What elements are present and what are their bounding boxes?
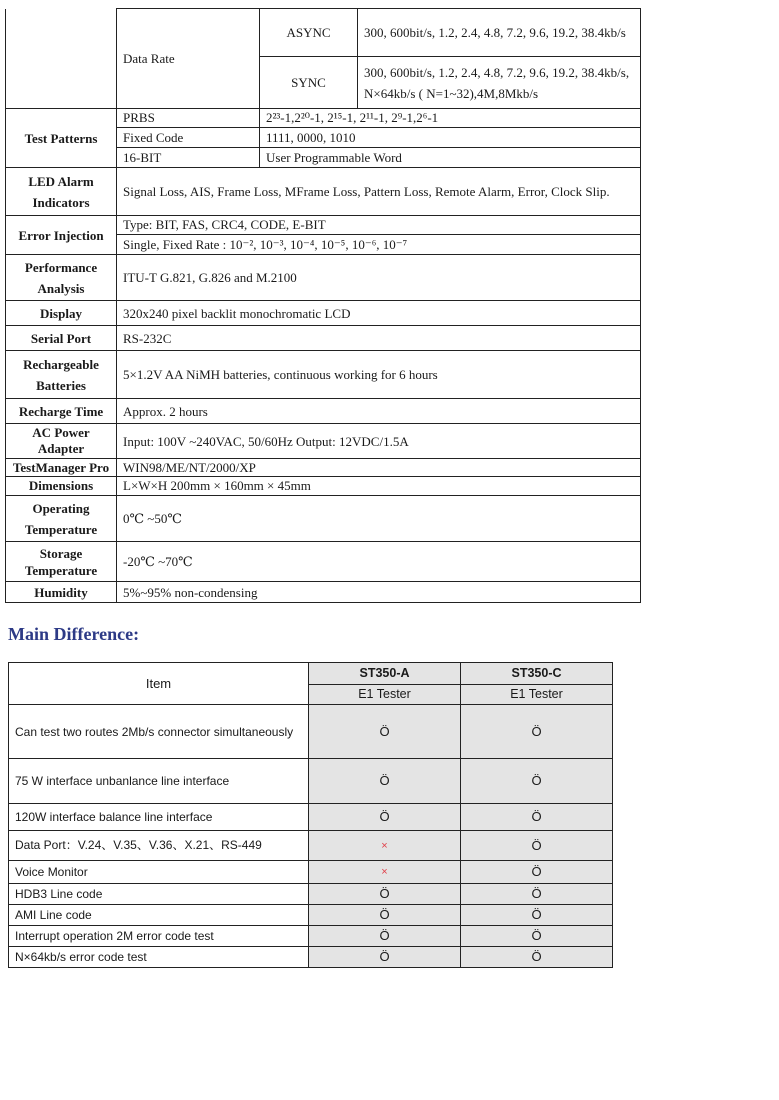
operating-temp-value: 0℃ ~50℃ <box>117 496 641 542</box>
table-row-item: Data Port：V.24、V.35、V.36、X.21、RS-449 <box>9 831 309 861</box>
async-value: 300, 600bit/s, 1.2, 2.4, 4.8, 7.2, 9.6, 19.2, 38.4kb/s <box>358 9 641 57</box>
col-a-type: E1 Tester <box>309 685 461 705</box>
table-row-item: Voice Monitor <box>9 861 309 884</box>
prbs-label: PRBS <box>117 109 260 128</box>
check-mark-icon: Ö <box>531 864 542 879</box>
bit16-value: User Programmable Word <box>260 148 641 168</box>
check-mark-icon: Ö <box>531 928 542 943</box>
check-mark-icon: Ö <box>531 723 542 739</box>
ac-adapter-value: Input: 100V ~240VAC, 50/60Hz Output: 12VDC/1.5A <box>117 424 641 459</box>
test-patterns-label: Test Patterns <box>6 109 117 168</box>
item-header: Item <box>9 663 309 705</box>
async-label: ASYNC <box>260 9 358 57</box>
testmanager-label: TestManager Pro <box>6 459 117 477</box>
display-label: Display <box>6 301 117 326</box>
storage-temp-value: -20℃ ~70℃ <box>117 542 641 582</box>
check-mark-icon: Ö <box>379 723 390 739</box>
performance-analysis-label: Performance Analysis <box>6 255 117 301</box>
col-c-type: E1 Tester <box>461 685 613 705</box>
check-mark-icon: Ö <box>379 928 390 943</box>
humidity-value: 5%~95% non-condensing <box>117 582 641 603</box>
display-value: 320x240 pixel backlit monochromatic LCD <box>117 301 641 326</box>
bit16-label: 16-BIT <box>117 148 260 168</box>
check-mark-icon: Ö <box>531 837 542 853</box>
serial-port-value: RS-232C <box>117 326 641 351</box>
testmanager-value: WIN98/ME/NT/2000/XP <box>117 459 641 477</box>
led-alarm-label: LED Alarm Indicators <box>6 168 117 216</box>
difference-table <box>8 662 613 968</box>
table-row-item: HDB3 Line code <box>9 884 309 905</box>
data-rate-label: Data Rate <box>117 9 260 109</box>
operating-temp-label: Operating Temperature <box>6 496 117 542</box>
check-mark-icon: Ö <box>531 949 542 964</box>
prbs-value: 2²³-1,2²⁰-1, 2¹⁵-1, 2¹¹-1, 2⁹-1,2⁶-1 <box>260 109 641 128</box>
ac-adapter-label: AC Power Adapter <box>6 424 117 459</box>
performance-analysis-value: ITU-T G.821, G.826 and M.2100 <box>117 255 641 301</box>
led-alarm-value: Signal Loss, AIS, Frame Loss, MFrame Loss, Pattern Loss, Remote Alarm, Error, Clock Slip. <box>117 168 641 216</box>
error-injection-label: Error Injection <box>6 216 117 255</box>
recharge-time-label: Recharge Time <box>6 399 117 424</box>
table-row-item: 120W interface balance line interface <box>9 804 309 831</box>
batteries-value: 5×1.2V AA NiMH batteries, continuous working for 6 hours <box>117 351 641 399</box>
check-mark-icon: Ö <box>379 949 390 964</box>
spec-empty-cell <box>6 9 117 109</box>
cross-mark-icon: × <box>381 866 388 878</box>
batteries-label: Rechargeable Batteries <box>6 351 117 399</box>
check-mark-icon: Ö <box>531 773 542 788</box>
table-row-item: Can test two routes 2Mb/s connector simultaneously <box>9 705 309 759</box>
table-row-item: AMI Line code <box>9 905 309 926</box>
dimensions-value: L×W×H 200mm × 160mm × 45mm <box>117 477 641 496</box>
humidity-label: Humidity <box>6 582 117 603</box>
check-mark-icon: Ö <box>379 886 390 901</box>
table-row-item: Interrupt operation 2M error code test <box>9 926 309 947</box>
error-rate-value: Single, Fixed Rate : 10⁻², 10⁻³, 10⁻⁴, 10⁻⁵, 10⁻⁶, 10⁻⁷ <box>117 235 641 255</box>
cross-mark-icon: × <box>381 839 388 852</box>
table-row-item: N×64kb/s error code test <box>9 947 309 968</box>
check-mark-icon: Ö <box>379 907 390 922</box>
table-row-item: 75 W interface unbanlance line interface <box>9 759 309 804</box>
check-mark-icon: Ö <box>379 809 390 824</box>
main-difference-heading: Main Difference: <box>8 624 140 644</box>
col-a-model: ST350-A <box>309 663 461 685</box>
serial-port-label: Serial Port <box>6 326 117 351</box>
spec-table <box>5 8 641 603</box>
check-mark-icon: Ö <box>531 907 542 922</box>
check-mark-icon: Ö <box>531 886 542 901</box>
fixed-code-value: 1111, 0000, 1010 <box>260 128 641 148</box>
error-type-value: Type: BIT, FAS, CRC4, CODE, E-BIT <box>117 216 641 235</box>
dimensions-label: Dimensions <box>6 477 117 496</box>
recharge-time-value: Approx. 2 hours <box>117 399 641 424</box>
sync-label: SYNC <box>260 57 358 109</box>
sync-value: 300, 600bit/s, 1.2, 2.4, 4.8, 7.2, 9.6, 19.2, 38.4kb/s, N×64kb/s ( N=1~32),4M,8Mkb/s <box>358 57 641 109</box>
check-mark-icon: Ö <box>379 773 390 788</box>
storage-temp-label: Storage Temperature <box>6 542 117 582</box>
fixed-code-label: Fixed Code <box>117 128 260 148</box>
col-c-model: ST350-C <box>461 663 613 685</box>
check-mark-icon: Ö <box>531 809 542 824</box>
